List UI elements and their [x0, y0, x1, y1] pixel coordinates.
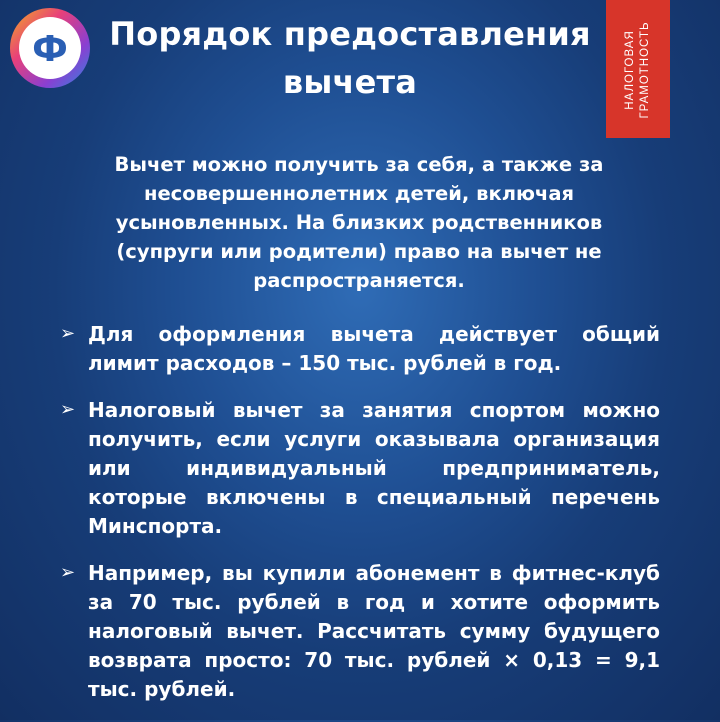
- intro-paragraph: Вычет можно получить за себя, а также за несовершеннолетних детей, включая усыновленных. На близких родственников (супруги или родители) право на вычет не распространяется.: [114, 153, 604, 292]
- bullet-text: Для оформления вычета действует общий лимит расходов – 150 тыс. рублей в год.: [88, 322, 660, 375]
- logo-letter: Ф: [32, 29, 68, 70]
- list-item: [56, 320, 660, 378]
- arrow-bullet-icon: ➢: [60, 562, 76, 583]
- tag-line-2: ГРАМОТНОСТЬ: [639, 21, 651, 119]
- bullet-text: Налоговый вычет за занятия спортом можно получить, если услуги оказывала организация или индивидуальный предприниматель, которые включены в специальный перечень Минспорта.: [88, 398, 660, 538]
- bullet-list: [56, 320, 660, 722]
- list-item: [56, 559, 660, 704]
- page-title: Порядок предоставления вычета: [109, 15, 591, 101]
- arrow-bullet-icon: ➢: [60, 399, 76, 420]
- phi-logo-icon: [8, 6, 92, 90]
- arrow-bullet-icon: ➢: [60, 323, 76, 344]
- list-item: [56, 396, 660, 541]
- tax-literacy-tag: [606, 0, 670, 138]
- bullet-text: Например, вы купили абонемент в фитнес-клуб за 70 тыс. рублей в год и хотите оформить налоговый вычет. Рассчитать сумму будущего возврата просто: 70 тыс. рублей × 0,13 = 9,1 тыс. рублей.: [88, 561, 660, 701]
- tag-line-1: НАЛОГОВАЯ: [624, 30, 636, 110]
